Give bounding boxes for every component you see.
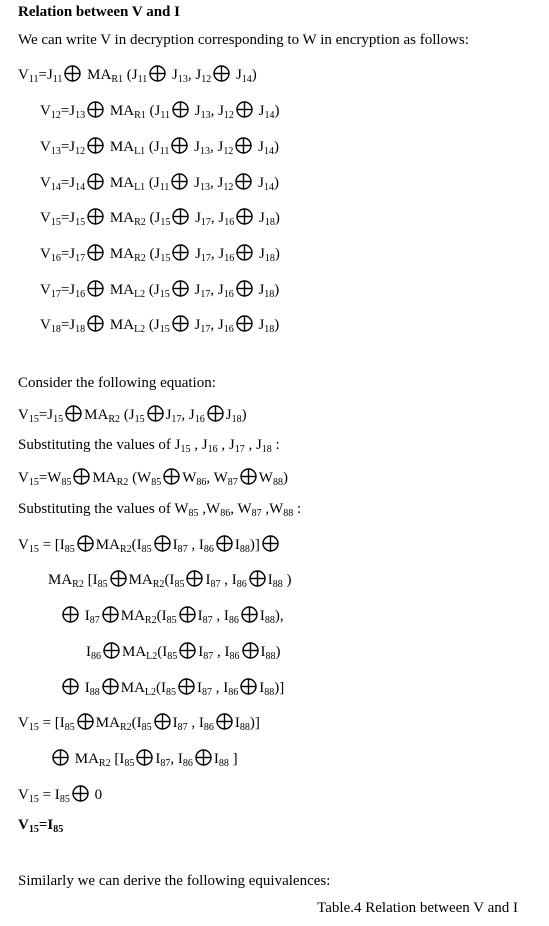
- xor-icon: [72, 785, 89, 802]
- relation-row: $V_{17}=J_{16}$ $MA_{L2}$ ($J_{15}$ $J_{17}$, $J_{16}$ $J_{18}$): [40, 282, 280, 300]
- xor-icon: [149, 65, 166, 82]
- xor-icon: [87, 137, 104, 154]
- substitute-w-paragraph: Substituting the values of $W_{85}$ $,W_{86}$, $W_{87}$ $,W_{88}$ :: [18, 501, 302, 519]
- consider-paragraph: Consider the following equation:: [18, 375, 216, 391]
- relation-row: $V_{13}=J_{12}$ $MA_{L1}$ ($J_{11}$ $J_{13}$, $J_{12}$ $J_{14}$): [40, 139, 279, 157]
- xor-icon: [216, 713, 233, 730]
- relation-row: $V_{12}=J_{13}$ $MA_{R1}$ ($J_{11}$ $J_{13}$, $J_{12}$ $J_{14}$): [40, 103, 280, 121]
- xor-icon: [65, 405, 82, 422]
- xor-icon: [216, 535, 233, 552]
- xor-icon: [110, 570, 127, 587]
- xor-icon: [178, 678, 195, 695]
- xor-icon: [102, 678, 119, 695]
- result-zero: 0: [94, 787, 103, 803]
- xor-icon: [236, 208, 253, 225]
- xor-icon: [77, 535, 94, 552]
- xor-icon: [154, 713, 171, 730]
- substitute-j-paragraph: Substituting the values of $J_{15}$ , $J_{16}$ , $J_{17}$ , $J_{18}$ :: [18, 437, 280, 455]
- xor-icon: [171, 137, 188, 154]
- xor-icon: [154, 535, 171, 552]
- xor-icon: [242, 642, 259, 659]
- intro-paragraph: We can write V in decryption corresponding to W in encryption as follows:: [18, 32, 469, 48]
- xor-icon: [172, 208, 189, 225]
- xor-icon: [136, 749, 153, 766]
- xor-icon: [179, 642, 196, 659]
- substitute-w-text: Substituting the values of W: [18, 501, 189, 517]
- xor-icon: [171, 173, 188, 190]
- xor-icon: [236, 315, 253, 332]
- xor-icon: [262, 535, 279, 552]
- relation-row: $V_{14}=J_{14}$ $MA_{L1}$ ($J_{11}$ $J_{13}$, $J_{12}$ $J_{14}$): [40, 175, 279, 193]
- substitute-j-text: Substituting the values of J: [18, 437, 181, 453]
- xor-icon: [236, 280, 253, 297]
- xor-icon: [64, 65, 81, 82]
- xor-icon: [241, 606, 258, 623]
- equation-expansion-line-2: $MA_{R2}$ [$I_{85}$ $MA_{R2}(I_{85}$ $I_{87}$ , $I_{86}$ $I_{88}$ ): [48, 572, 292, 590]
- equation-expansion-line-3: $I_{87}$ $MA_{R2}(I_{85}$ $I_{87}$ , $I_{86}$ $I_{88}$),: [60, 606, 284, 626]
- xor-icon: [186, 570, 203, 587]
- xor-icon: [163, 468, 180, 485]
- xor-icon: [249, 570, 266, 587]
- xor-icon: [87, 173, 104, 190]
- xor-icon: [213, 65, 230, 82]
- xor-icon: [87, 244, 104, 261]
- equation-simplify-line-2: $MA_{R2}$ [$I_{85}$ $I_{87}$, $I_{86}$ $I_{88}$ ]: [50, 749, 238, 769]
- xor-icon: [103, 642, 120, 659]
- xor-icon: [207, 405, 224, 422]
- relation-row: $V_{11}=J_{11}$ $MA_{R1}$ ($J_{11}$ $J_{13}$, $J_{12}$ $J_{14}$): [18, 67, 257, 85]
- xor-icon: [102, 606, 119, 623]
- xor-icon: [235, 137, 252, 154]
- equation-v15-w: $V_{15}=W_{85}$ $MA_{R2}$ ($W_{85}$ $W_{86}$, $W_{87}$ $W_{88}$): [18, 470, 288, 488]
- xor-icon: [172, 280, 189, 297]
- similarly-paragraph: Similarly we can derive the following equivalences:: [18, 873, 331, 889]
- xor-icon: [240, 678, 257, 695]
- xor-icon: [236, 244, 253, 261]
- xor-icon: [87, 315, 104, 332]
- relation-row: $V_{18}=J_{18}$ $MA_{L2}$ ($J_{15}$ $J_{17}$, $J_{16}$ $J_{18}$): [40, 317, 280, 335]
- xor-icon: [73, 468, 90, 485]
- xor-icon: [87, 208, 104, 225]
- equation-expansion-line-5: $I_{88}$ $MA_{L2}(I_{85}$ $I_{87}$ , $I_{86}$ $I_{88}$)]: [60, 678, 284, 698]
- xor-icon: [236, 101, 253, 118]
- section-heading: Relation between V and I: [18, 4, 180, 20]
- xor-icon: [179, 606, 196, 623]
- xor-icon: [62, 678, 79, 695]
- xor-icon: [235, 173, 252, 190]
- xor-icon: [147, 405, 164, 422]
- equation-expansion-line-4: $I_{86}$ $MA_{L2}(I_{85}$ $I_{87}$ , $I_{86}$ $I_{88}$): [86, 644, 281, 662]
- equation-v15-j: $V_{15}=J_{15}$ $MA_{R2}$ ($J_{15}$ $J_{17}$, $J_{16}$ $J_{18}$): [18, 407, 247, 425]
- relation-row: $V_{16}=J_{17}$ $MA_{R2}$ ($J_{15}$ $J_{17}$, $J_{16}$ $J_{18}$): [40, 246, 280, 264]
- equation-expansion-line-1: $V_{15} = [I_{85}$ $MA_{R2}(I_{85}$ $I_{87}$ , $I_{86}$ $I_{88}$)]: [18, 535, 281, 555]
- equation-simplify-line-3: $V_{15} = I_{85}$ 0: [18, 787, 103, 805]
- xor-icon: [172, 315, 189, 332]
- xor-icon: [52, 749, 69, 766]
- xor-icon: [195, 749, 212, 766]
- xor-icon: [87, 280, 104, 297]
- xor-icon: [240, 468, 257, 485]
- equation-result: $V_{15}=I_{85}$: [18, 817, 64, 835]
- xor-icon: [172, 244, 189, 261]
- relation-row: $V_{15}=J_{15}$ $MA_{R2}$ ($J_{15}$ $J_{17}$, $J_{16}$ $J_{18}$): [40, 210, 280, 228]
- equation-simplify-line-1: $V_{15} = [I_{85}$ $MA_{R2}(I_{85}$ $I_{87}$ , $I_{86}$ $I_{88}$)]: [18, 715, 260, 733]
- xor-icon: [172, 101, 189, 118]
- xor-icon: [77, 713, 94, 730]
- table-caption: Table.4 Relation between V and I: [317, 900, 518, 916]
- xor-icon: [62, 606, 79, 623]
- xor-icon: [87, 101, 104, 118]
